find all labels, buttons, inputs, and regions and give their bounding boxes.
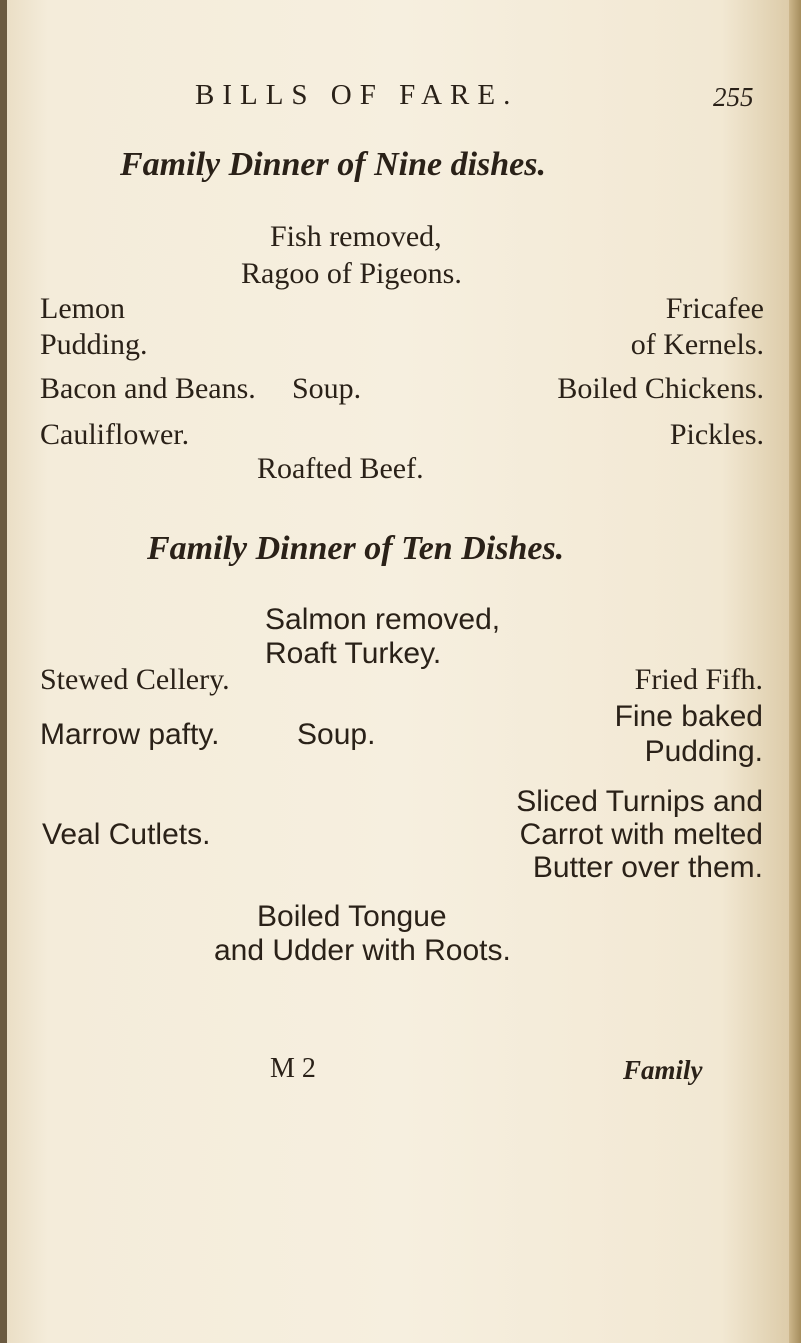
page-number: 255	[713, 82, 754, 112]
menu2-top-line2: Roaft Turkey.	[265, 637, 442, 670]
menu1-right1-line2: of Kernels.	[630, 328, 764, 361]
page-left-edge	[0, 0, 7, 1343]
menu2-right2-line2: Pudding.	[644, 735, 763, 768]
menu2-right3-line3: Butter over them.	[532, 851, 763, 884]
menu1-top-line2: Ragoo of Pigeons.	[241, 257, 462, 290]
signature-mark: M 2	[270, 1053, 316, 1084]
menu2-left1: Stewed Cellery.	[40, 663, 230, 696]
menu1-right2: Boiled Chickens.	[557, 372, 764, 405]
menu2-top-line1: Salmon removed,	[265, 603, 501, 636]
menu1-right3: Pickles.	[669, 418, 764, 451]
running-title: BILLS OF FARE.	[195, 79, 519, 111]
menu2-left2: Marrow pafty.	[40, 718, 220, 751]
menu1-bottom: Roafted Beef.	[257, 452, 424, 485]
menu1-center: Soup.	[292, 372, 362, 405]
menu2-left3: Veal Cutlets.	[42, 818, 211, 851]
catchword: Family	[623, 1055, 703, 1085]
menu1-title: Family Dinner of Nine dishes.	[120, 146, 546, 183]
menu2-right1: Fried Fifh.	[634, 663, 763, 696]
menu1-left1-line2: Pudding.	[40, 328, 148, 361]
menu1-left1-line1: Lemon	[40, 292, 125, 325]
menu2-bottom-line1: Boiled Tongue	[257, 900, 447, 933]
menu2-right3-line2: Carrot with melted	[519, 818, 763, 851]
menu2-bottom-line2: and Udder with Roots.	[214, 934, 511, 967]
menu1-left2: Bacon and Beans.	[40, 372, 256, 405]
menu2-title: Family Dinner of Ten Dishes.	[147, 530, 565, 567]
menu2-right3-line1: Sliced Turnips and	[516, 785, 763, 818]
menu2-right2-line1: Fine baked	[614, 700, 763, 733]
menu2-center: Soup.	[297, 718, 376, 751]
menu1-left3: Cauliflower.	[40, 418, 190, 451]
menu1-top-line1: Fish removed,	[270, 220, 442, 253]
page-right-edge	[789, 0, 801, 1343]
menu1-right1-line1: Fricafee	[665, 292, 764, 325]
